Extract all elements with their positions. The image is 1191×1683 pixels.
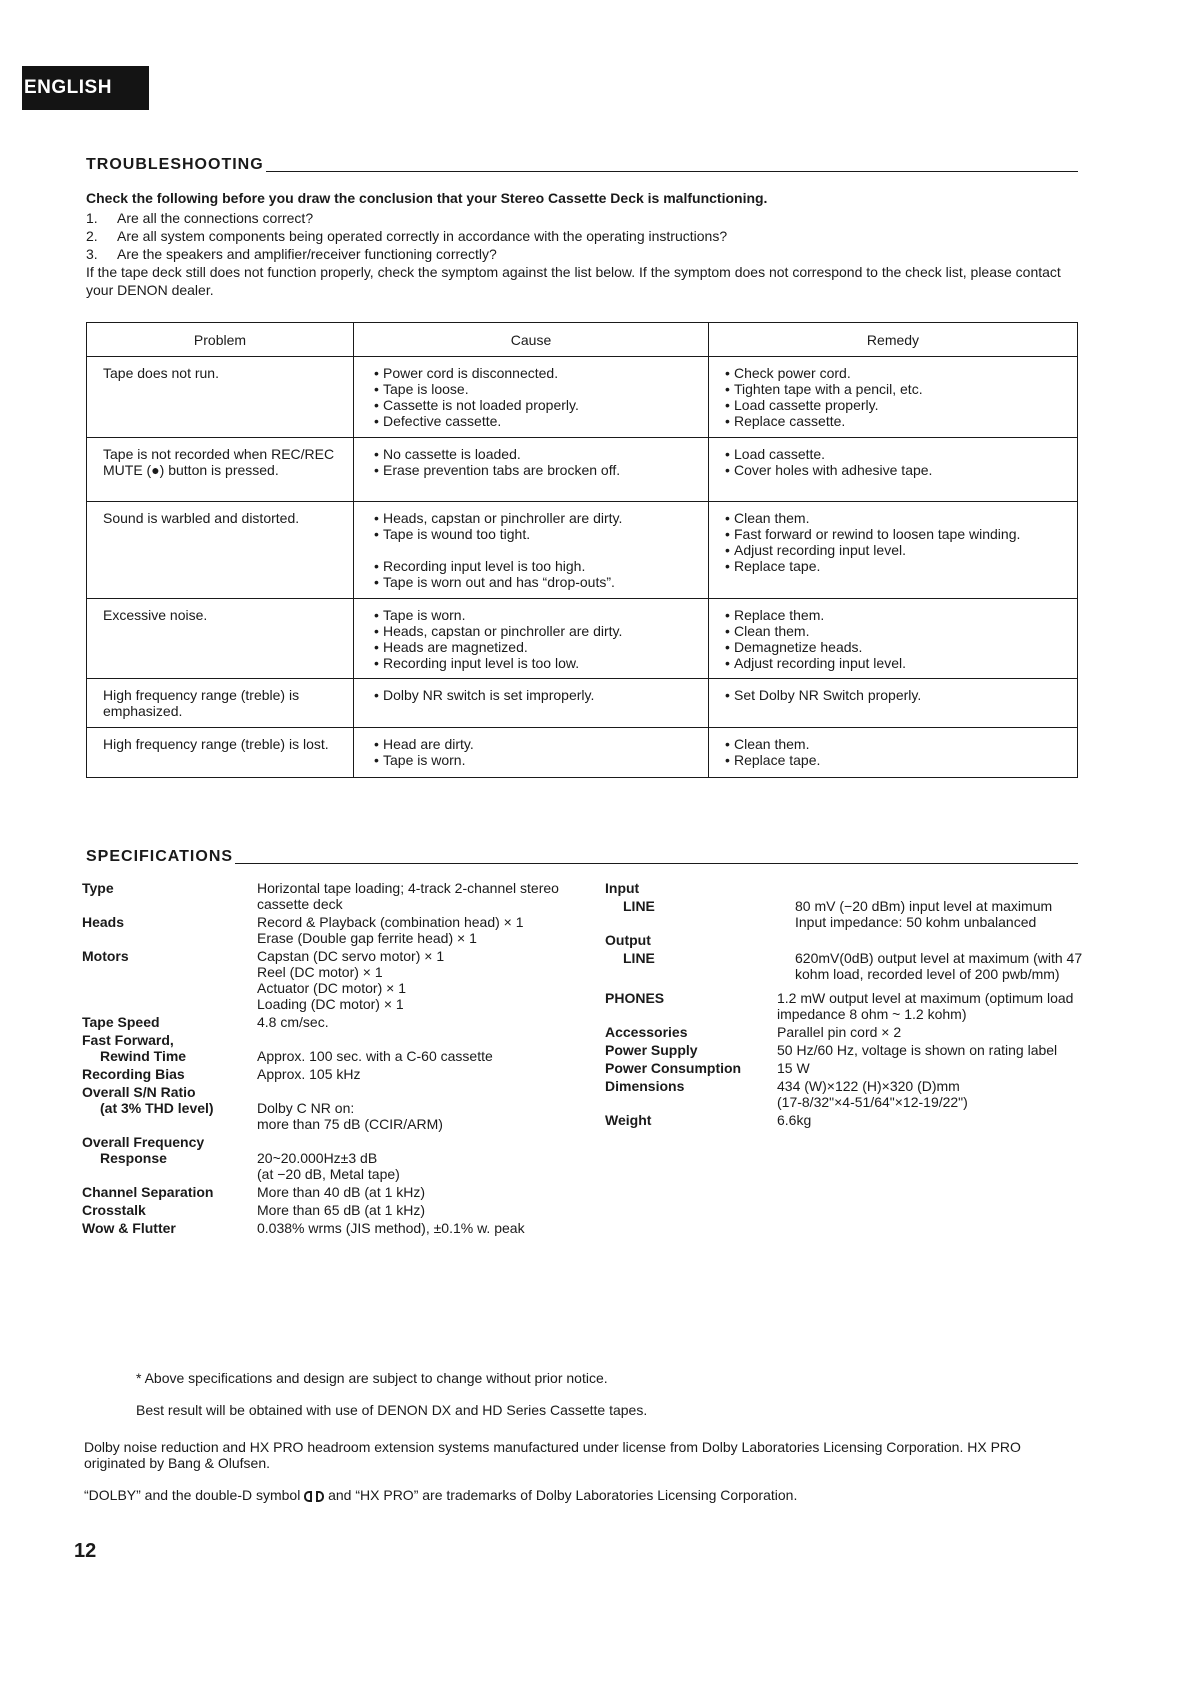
spec-row	[605, 990, 1085, 1022]
spec-row	[82, 914, 582, 946]
check-item	[86, 245, 1086, 263]
remedy-item: • Clean them.	[725, 736, 1065, 752]
remedy-cell	[709, 679, 1078, 728]
check-text: Are all the connections correct?	[117, 210, 314, 226]
cause-item: • Tape is worn.	[374, 607, 696, 623]
remedy-item: • Check power cord.	[725, 365, 1065, 381]
spec-value-line: Actuator (DC motor) × 1	[257, 980, 406, 996]
dolby-double-d-icon	[304, 1487, 324, 1503]
spec-value-line: more than 75 dB (CCIR/ARM)	[257, 1116, 443, 1132]
spec-row	[82, 1202, 582, 1218]
cause-cell	[354, 502, 709, 599]
spec-row	[605, 932, 1085, 948]
spec-key	[82, 1134, 257, 1182]
spec-value: Approx. 105 kHz	[257, 1066, 361, 1082]
spec-key-line: Rewind Time	[100, 1048, 187, 1064]
remedy-item: • Replace cassette.	[725, 413, 1065, 429]
spec-value: Parallel pin cord × 2	[777, 1024, 902, 1040]
cause-item: • Tape is wound too tight.	[374, 526, 696, 542]
spec-value: Approx. 100 sec. with a C-60 cassette	[257, 1048, 493, 1064]
cause-item: • Tape is loose.	[374, 381, 696, 397]
check-number: 1.	[86, 210, 98, 226]
remedy-item: • Adjust recording input level.	[725, 542, 1065, 558]
check-text: Are the speakers and amplifier/receiver functioning correctly?	[117, 246, 497, 262]
spec-row	[82, 1220, 582, 1236]
spec-key-line: Overall S/N Ratio	[82, 1084, 196, 1100]
spec-key: Input	[605, 880, 640, 896]
spec-key: LINE	[623, 950, 655, 966]
spec-row	[82, 1184, 582, 1200]
check-number: 2.	[86, 228, 98, 244]
cause-item: • Dolby NR switch is set improperly.	[374, 687, 696, 703]
spec-key: Crosstalk	[82, 1202, 146, 1218]
spec-key: Channel Separation	[82, 1184, 214, 1200]
remedy-item: • Replace tape.	[725, 752, 1065, 768]
problem-cell: High frequency range (treble) is lost.	[87, 728, 354, 778]
spec-key-line: Response	[100, 1150, 167, 1166]
spec-value-line: Reel (DC motor) × 1	[257, 964, 383, 980]
spec-row	[82, 948, 582, 1012]
table-row	[87, 357, 1078, 438]
table-row	[87, 438, 1078, 502]
spec-value	[795, 898, 1085, 930]
remedy-cell	[709, 502, 1078, 599]
spec-value-line: Input impedance: 50 kohm unbalanced	[795, 914, 1037, 930]
spec-key: Power Supply	[605, 1042, 698, 1058]
spec-row	[82, 1134, 582, 1182]
troubleshooting-title: TROUBLESHOOTING	[86, 156, 264, 173]
remedy-item: • Load cassette.	[725, 446, 1065, 462]
cause-item: • Power cord is disconnected.	[374, 365, 696, 381]
spec-value-line: Loading (DC motor) × 1	[257, 996, 404, 1012]
table-header-row	[87, 323, 1078, 357]
trademark-text: “DOLBY” and the double-D symbol	[84, 1487, 301, 1503]
best-result-note: Best result will be obtained with use of DENON DX and HD Series Cassette tapes.	[136, 1402, 648, 1418]
cause-item: • Heads are magnetized.	[374, 639, 696, 655]
spec-row	[605, 1078, 1085, 1110]
check-text: Are all system components being operated correctly in accordance with the operating instructions?	[117, 228, 728, 244]
spec-key: Power Consumption	[605, 1060, 742, 1076]
spec-row	[82, 880, 582, 912]
spec-value: 50 Hz/60 Hz, voltage is shown on rating label	[777, 1042, 1058, 1058]
problem-cell: Excessive noise.	[87, 599, 354, 679]
remedy-item: • Adjust recording input level.	[725, 655, 1065, 671]
spec-key: Weight	[605, 1112, 652, 1128]
cause-item: • Recording input level is too high.	[374, 558, 696, 574]
spec-row	[605, 1060, 1085, 1076]
language-tab: ENGLISH	[22, 66, 149, 110]
spec-key: Wow & Flutter	[82, 1220, 176, 1236]
spec-value-line: (17-8/32"×4-51/64"×12-19/22")	[777, 1094, 968, 1110]
spec-value: 0.038% wrms (JIS method), ±0.1% w. peak	[257, 1220, 525, 1236]
trademark-note	[84, 1487, 1084, 1503]
spec-key-line: Fast Forward,	[82, 1032, 174, 1048]
spec-value: 1.2 mW output level at maximum (optimum load impedance 8 ohm ~ 1.2 kohm)	[777, 990, 1074, 1022]
spec-value-line: Capstan (DC servo motor) × 1	[257, 948, 445, 964]
spec-value	[257, 1084, 582, 1132]
spec-row	[605, 880, 1085, 896]
spec-key	[82, 1032, 257, 1064]
spec-value-line: 80 mV (−20 dBm) input level at maximum	[795, 898, 1053, 914]
problem-cell: Tape is not recorded when REC/REC MUTE (●) button is pressed.	[87, 438, 354, 502]
spec-value: More than 65 dB (at 1 kHz)	[257, 1202, 426, 1218]
spec-key: Dimensions	[605, 1078, 685, 1094]
spec-row	[82, 1032, 582, 1064]
remedy-item: • Cover holes with adhesive tape.	[725, 462, 1065, 478]
notes-block	[84, 1370, 1084, 1503]
remedy-cell	[709, 357, 1078, 438]
problem-cell: High frequency range (treble) is emphasized.	[87, 679, 354, 728]
spec-value	[257, 948, 582, 1012]
spec-key: Tape Speed	[82, 1014, 160, 1030]
spec-value-line: Dolby C NR on:	[257, 1100, 355, 1116]
troubleshooting-heading	[86, 152, 1078, 174]
spec-value: 15 W	[777, 1060, 810, 1076]
spec-row	[605, 898, 1085, 930]
spec-key: Output	[605, 932, 651, 948]
cause-item: • Heads, capstan or pinchroller are dirty.	[374, 623, 696, 639]
spec-key: Type	[82, 880, 114, 896]
table-row	[87, 599, 1078, 679]
table-row	[87, 502, 1078, 599]
cause-cell	[354, 599, 709, 679]
spec-value: 6.6kg	[777, 1112, 812, 1128]
spec-value	[777, 1078, 1085, 1110]
check-item	[86, 227, 1086, 245]
spec-value: 620mV(0dB) output level at maximum (with 47 kohm load, recorded level of 200 pwb/mm)	[795, 950, 1083, 982]
spec-value: 4.8 cm/sec.	[257, 1014, 329, 1030]
remedy-cell	[709, 728, 1078, 778]
spec-value: Horizontal tape loading; 4-track 2-channel stereo cassette deck	[257, 880, 559, 912]
cause-cell	[354, 438, 709, 502]
heading-rule	[266, 171, 1078, 172]
specifications-heading	[86, 844, 1078, 866]
heading-rule	[235, 863, 1078, 864]
spec-value	[257, 914, 582, 946]
spec-value-line: (at −20 dB, Metal tape)	[257, 1166, 400, 1182]
problem-cell: Sound is warbled and distorted.	[87, 502, 354, 599]
cause-item: • Heads, capstan or pinchroller are dirty.	[374, 510, 696, 526]
cause-item: • No cassette is loaded.	[374, 446, 696, 462]
cause-cell	[354, 679, 709, 728]
remedy-item: • Load cassette properly.	[725, 397, 1065, 413]
license-note: Dolby noise reduction and HX PRO headroom extension systems manufactured under license from Dolby Laboratories Licensing Corporation. HX PRO originated by Bang & Olufsen.	[84, 1439, 1021, 1471]
remedy-item: • Set Dolby NR Switch properly.	[725, 687, 1065, 703]
check-number: 3.	[86, 246, 98, 262]
spec-value-line: Erase (Double gap ferrite head) × 1	[257, 930, 477, 946]
remedy-item: • Fast forward or rewind to loosen tape winding.	[725, 526, 1065, 542]
cause-item: • Recording input level is too low.	[374, 655, 696, 671]
spec-value	[257, 1134, 582, 1182]
remedy-item: • Replace them.	[725, 607, 1065, 623]
spec-key-line: (at 3% THD level)	[100, 1100, 214, 1116]
header-problem: Problem	[87, 323, 354, 357]
spec-value	[777, 880, 1085, 896]
problem-cell: Tape does not run.	[87, 357, 354, 438]
spec-key: Accessories	[605, 1024, 688, 1040]
spec-key: LINE	[623, 898, 655, 914]
spec-key: Recording Bias	[82, 1066, 185, 1082]
check-list	[86, 209, 1086, 263]
remedy-item: • Clean them.	[725, 510, 1065, 526]
cause-cell	[354, 357, 709, 438]
table-row	[87, 679, 1078, 728]
spec-row	[605, 1042, 1085, 1058]
remedy-item: • Demagnetize heads.	[725, 639, 1065, 655]
remedy-item: • Tighten tape with a pencil, etc.	[725, 381, 1065, 397]
header-cause: Cause	[354, 323, 709, 357]
specifications-title: SPECIFICATIONS	[86, 848, 234, 865]
header-remedy: Remedy	[709, 323, 1078, 357]
spec-key: Motors	[82, 948, 129, 964]
cause-cell	[354, 728, 709, 778]
specs-left-column	[82, 880, 582, 1238]
spec-key: Heads	[82, 914, 125, 930]
troubleshooting-table	[86, 322, 1078, 778]
spec-row	[605, 1112, 1085, 1128]
spec-row	[82, 1084, 582, 1132]
spec-row	[82, 1014, 582, 1030]
cause-item: • Head are dirty.	[374, 736, 696, 752]
check-item	[86, 209, 1086, 227]
remedy-cell	[709, 438, 1078, 502]
table-row	[87, 728, 1078, 778]
page-number: 12	[74, 1540, 97, 1562]
spec-row	[605, 1024, 1085, 1040]
spec-value-line: 434 (W)×122 (H)×320 (D)mm	[777, 1078, 960, 1094]
spec-row	[605, 950, 1085, 982]
spec-key-line: Overall Frequency	[82, 1134, 205, 1150]
cause-item: • Tape is worn.	[374, 752, 696, 768]
intro-bold-line: Check the following before you draw the conclusion that your Stereo Cassette Deck is malfunctioning.	[86, 190, 768, 206]
spec-value	[777, 932, 1085, 948]
remedy-cell	[709, 599, 1078, 679]
specs-right-column	[605, 880, 1085, 1130]
troubleshooting-intro	[86, 189, 1086, 299]
cause-item: • Defective cassette.	[374, 413, 696, 429]
change-notice: * Above specifications and design are subject to change without prior notice.	[136, 1370, 608, 1386]
spec-key	[82, 1084, 257, 1132]
spec-row	[82, 1066, 582, 1082]
trademark-text: and “HX PRO” are trademarks of Dolby Laboratories Licensing Corporation.	[328, 1487, 798, 1503]
spec-value-line: 20~20.000Hz±3 dB	[257, 1150, 378, 1166]
cause-item: • Cassette is not loaded properly.	[374, 397, 696, 413]
cause-item: • Tape is worn out and has “drop-outs”.	[374, 574, 696, 590]
spec-value-line: Record & Playback (combination head) × 1	[257, 914, 524, 930]
spec-value: More than 40 dB (at 1 kHz)	[257, 1184, 426, 1200]
remedy-item: • Clean them.	[725, 623, 1065, 639]
spec-key: PHONES	[605, 990, 665, 1006]
remedy-item: • Replace tape.	[725, 558, 1065, 574]
cause-item: • Erase prevention tabs are brocken off.	[374, 462, 696, 478]
intro-paragraph: If the tape deck still does not function properly, check the symptom against the list below. If the symptom does not correspond to the check list, please contact your DENON dealer.	[86, 264, 1061, 298]
